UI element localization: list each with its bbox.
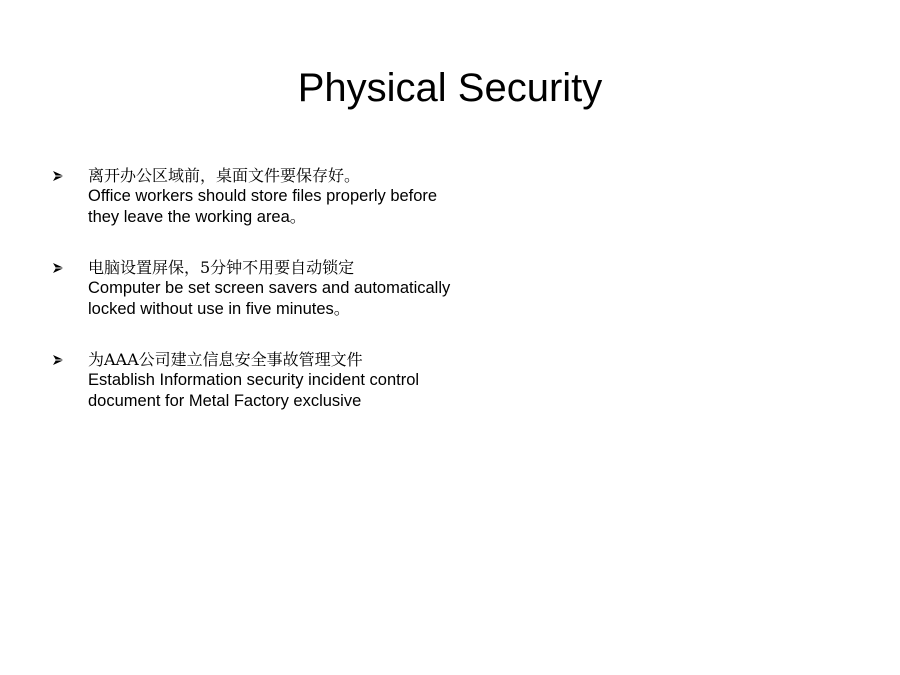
- bullet-text-chinese: 电脑设置屏保，5分钟不用要自动锁定: [88, 258, 355, 277]
- bullet-text-english: Establish Information security incident control document for Metal Factory exclusive: [88, 371, 424, 410]
- bullet-item: [52, 257, 472, 320]
- bullet-text-english: Office workers should store files properly before they leave the working area。: [88, 187, 442, 226]
- bullet-item: [52, 165, 472, 228]
- arrowhead-bullet-icon: [52, 353, 66, 367]
- slide-title: Physical Security: [297, 66, 603, 110]
- arrowhead-bullet-icon: [52, 169, 66, 183]
- arrowhead-bullet-icon: [52, 261, 66, 275]
- bullet-text-chinese: 离开办公区域前，桌面文件要保存好。: [88, 166, 361, 185]
- bullet-text-chinese: 为AAA公司建立信息安全事故管理文件: [88, 350, 363, 369]
- bullet-item: [52, 349, 472, 412]
- bullet-list: [52, 165, 472, 441]
- bullet-text-english: Computer be set screen savers and automatically locked without use in five minutes。: [88, 279, 455, 318]
